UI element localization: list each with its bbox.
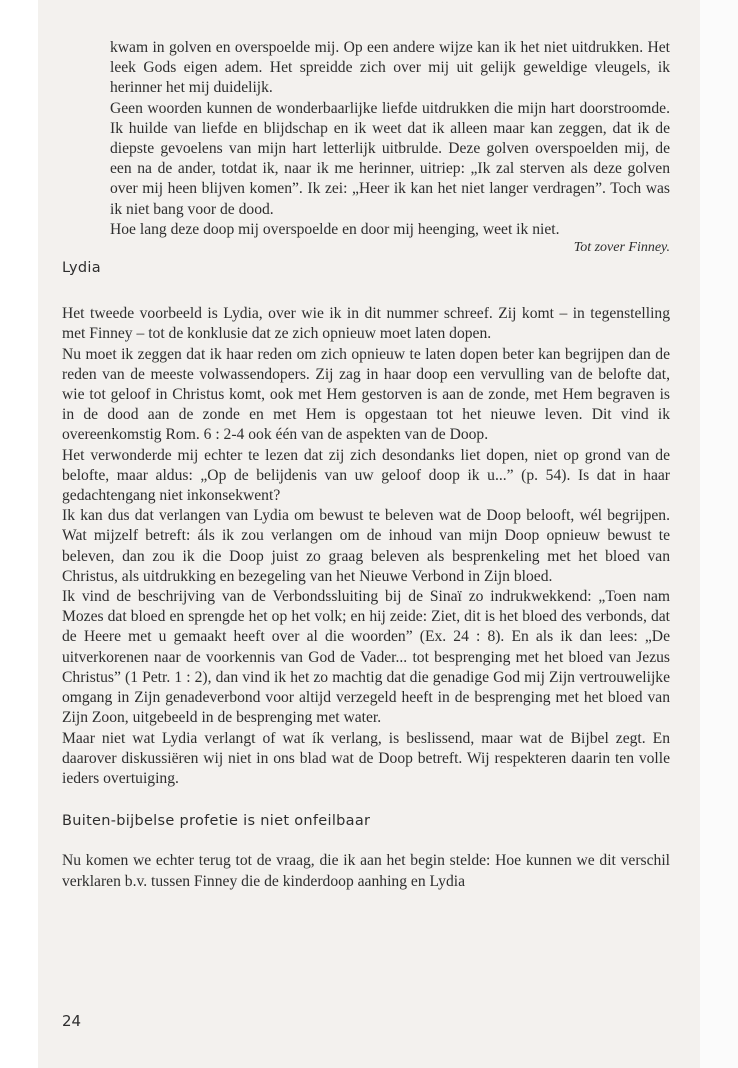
body-paragraph: Ik kan dus dat verlangen van Lydia om bewust te beleven wat de Doop belooft, wél begrijpen. Wat mijzelf betreft: áls ik zou verlangen om de inhoud van mijn Doop opnieuw bewust te beleven, dan zou ik die Doop juist zo graag beleven als besprenkeling met het bloed van Christus, als uitdrukking en bezegeling van het Nieuwe Verbond in Zijn bloed. [62, 507, 670, 585]
finney-paragraph: Geen woorden kunnen de wonderbaarlijke liefde uitdrukken die mijn hart doorstroomde. Ik huilde van liefde en blijdschap en ik weet dat ik alleen maar kan zeggen, dat ik de diepste gevoelens van mijn hart letterlijk uitbrulde. Deze golven overspoelden mij, de een na de ander, totdat ik, naar ik me herinner, uitriep: „Ik zal sterven als deze golven over mij heen blijven komen”. Ik zei: „Heer ik kan het niet langer verdragen”. Toch was ik niet bang voor de dood. [110, 99, 670, 218]
finney-paragraph: Hoe lang deze doop mij overspoelde en door mij heenging, weet ik niet. [110, 220, 560, 238]
body-paragraph: Nu moet ik zeggen dat ik haar reden om zich opnieuw te laten dopen beter kan begrijpen dan de reden van de meeste volwassendopers. Zij zag in haar doop een vervulling van de belofte dat, wie tot geloof in Christus komt, ook met Hem gestorven is aan de zonde, met Hem begraven is in de dood aan de zonde en met Hem is opgestaan tot het nieuwe leven. Dit vind ik overeenkomstig Rom. 6 : 2-4 ook één van de aspekten van de Doop. [62, 345, 670, 444]
section-heading-prophecy: Buiten-bijbelse profetie is niet onfeilbaar [62, 813, 371, 830]
scan-margin [700, 0, 738, 1068]
finney-quote [62, 38, 670, 256]
finney-paragraph: kwam in golven en overspoelde mij. Op een andere wijze kan ik het niet uitdrukken. Het leek Gods eigen adem. Het spreidde zich over mij uit gelijk geweldige vleugels, ik herinner het mij duidelijk. [110, 39, 670, 97]
section-heading-lydia: Lydia [62, 260, 101, 277]
body-paragraph: Ik vind de beschrijving van de Verbondssluiting bij de Sinaï zo indrukwekkend: „Toen nam Mozes dat bloed en sprengde het op het volk; en hij zeide: Ziet, dit is het bloed des verbonds, dat de Heere met u gemaakt heeft over al die woorden” (Ex. 24 : 8). En als ik dan lees: „De uitverkorenen naar de voorkennis van God de Vader... tot besprenging met het bloed van Jezus Christus” (1 Petr. 1 : 2), dan vind ik het zo machtig dat die genadige God mij Zijn vertrouwelijke omgang in Zijn genadeverbond voor altijd verzegeld heeft in de besprenging met het bloed van Zijn Zoon, uitgebeeld in de besprenging met water. [62, 588, 670, 727]
body-paragraph: Maar niet wat Lydia verlangt of wat ík verlang, is beslissend, maar wat de Bijbel zegt. En daarover diskussiëren wij niet in ons blad wat de Doop betreft. Wij respekteren daarin ten volle ieders overtuiging. [62, 729, 670, 787]
quote-attribution: Tot zover Finney. [573, 240, 670, 256]
body-paragraph: Het tweede voorbeeld is Lydia, over wie ik in dit nummer schreef. Zij komt – in tegenstelling met Finney – tot de konklusie dat ze zich opnieuw moet laten dopen. [62, 305, 670, 343]
page-number: 24 [62, 1012, 82, 1030]
page-body [62, 38, 670, 892]
body-paragraph: Het verwonderde mij echter te lezen dat zij zich desondanks liet dopen, niet op grond van de belofte, maar aldus: „Op de belijdenis van uw geloof doop ik u...” (p. 54). Is dat in haar gedachtengang niet inkonsekwent? [62, 446, 670, 505]
body-paragraph: Nu komen we echter terug tot de vraag, die ik aan het begin stelde: Hoe kunnen we dit verschil verklaren b.v. tussen Finney die de kinderdoop aanhing en Lydia [62, 852, 670, 890]
